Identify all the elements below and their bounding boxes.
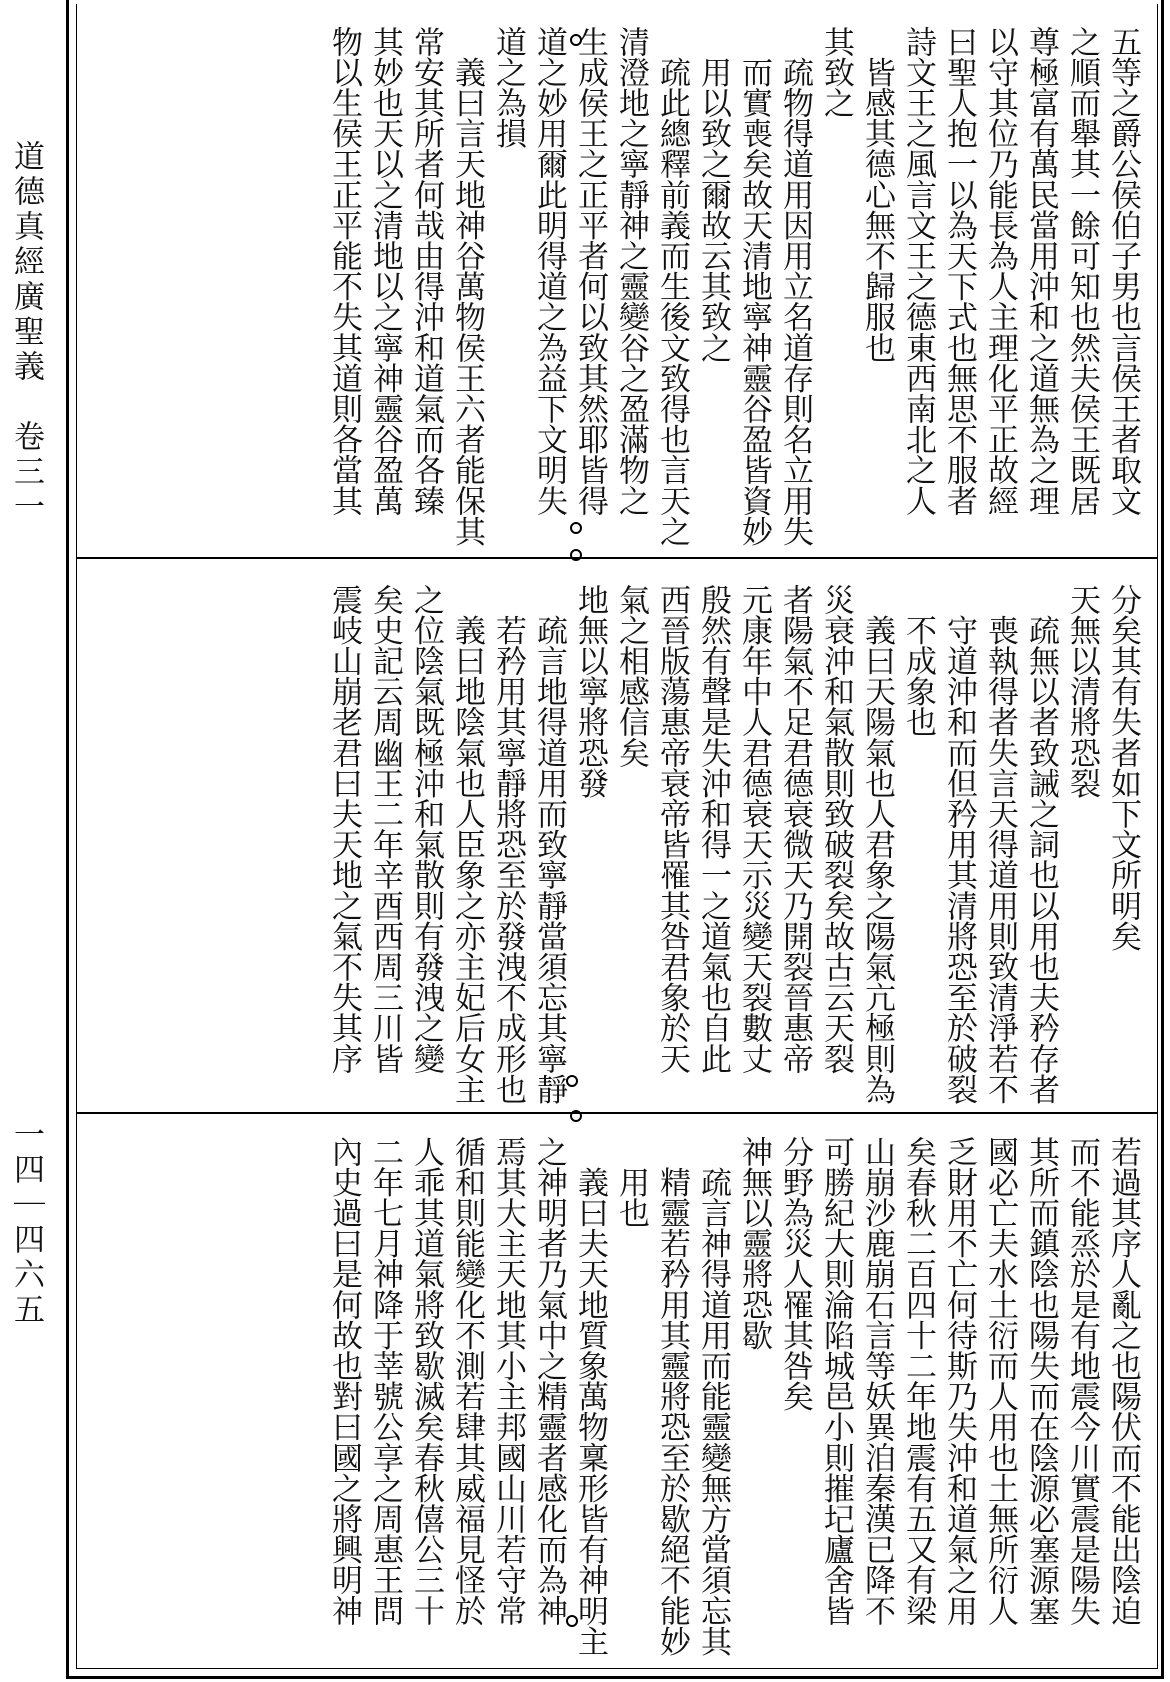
text-column: 物以生侯王正平能不失其道則各當其 bbox=[326, 26, 362, 516]
text-column: 之神明者乃氣中之精靈者感化而為神 bbox=[531, 1136, 567, 1626]
text-column: 五等之爵公侯伯子男也言侯王者取文 bbox=[1105, 26, 1141, 516]
text-column: 曰聖人抱一以為天下式也無思不服者 bbox=[941, 26, 977, 516]
text-column: 焉其大主天地其小主邦國山川若守常 bbox=[490, 1136, 526, 1626]
text-panel-1 bbox=[76, 8, 1158, 556]
text-column: 其致之 bbox=[818, 26, 854, 118]
section-circle-mark bbox=[570, 549, 582, 561]
text-column: 喪執得者失言天得道用則致清淨若不 bbox=[982, 584, 1018, 1105]
text-column: 矣史記云周幽王二年辛酉西周三川皆 bbox=[367, 584, 403, 1074]
text-column: 用也 bbox=[613, 1136, 649, 1228]
section-circle-mark bbox=[566, 1615, 578, 1627]
section-circle-mark bbox=[570, 522, 582, 534]
text-column: 常安其所者何哉由得沖和道氣而各臻 bbox=[408, 26, 444, 516]
text-column: 西晉版蕩惠帝衰帝皆罹其咎君象於天 bbox=[654, 584, 690, 1074]
text-column: 可勝紀大則淪陷城邑小則摧圮廬舍皆 bbox=[818, 1136, 854, 1626]
text-column: 天無以清將恐裂 bbox=[1064, 584, 1100, 799]
text-column: 氣之相感信矣 bbox=[613, 584, 649, 768]
text-column: 用以致之爾故云其致之 bbox=[695, 26, 731, 363]
text-panel-3 bbox=[76, 1118, 1158, 1666]
section-circle-mark bbox=[570, 34, 582, 46]
text-column: 之順而舉其一餘可知也然夫侯王既居 bbox=[1064, 26, 1100, 516]
text-column: 其所而鎮陰也陽失而在陰源必塞源塞 bbox=[1023, 1136, 1059, 1626]
panel-divider bbox=[76, 557, 1158, 559]
text-column: 而實喪矣故天清地寧神靈谷盈皆資妙 bbox=[736, 26, 772, 547]
text-column: 而不能烝於是有地震今川實震是陽失 bbox=[1064, 1136, 1100, 1626]
book-title: 道德真經廣聖義 卷三一 bbox=[8, 140, 44, 525]
page-number: 一四｜四六五 bbox=[8, 1118, 44, 1328]
section-circle-mark bbox=[566, 1075, 578, 1087]
text-column: 疏無以者致誡之詞也以用也夫矜存者 bbox=[1023, 584, 1059, 1105]
text-column: 尊極富有萬民當用沖和之道無為之理 bbox=[1023, 26, 1059, 516]
text-column: 道之妙用爾此明得道之為益下文明失 bbox=[531, 26, 567, 516]
text-column: 乏財用不亡何待斯乃失沖和道氣之用 bbox=[941, 1136, 977, 1626]
text-column: 生成侯王之正平者何以致其然耶皆得 bbox=[572, 26, 608, 516]
text-column: 義曰夫天地質象萬物稟形皆有神明主 bbox=[572, 1136, 608, 1657]
text-column: 災衰沖和氣散則致破裂矣故古云天裂 bbox=[818, 584, 854, 1074]
text-column: 義曰地陰氣也人臣象之亦主妃后女主 bbox=[449, 584, 485, 1105]
text-column: 殷然有聲是失沖和得一之道氣也自此 bbox=[695, 584, 731, 1074]
text-column: 者陽氣不足君德衰微天乃開裂晉惠帝 bbox=[777, 584, 813, 1074]
text-column: 神無以靈將恐歇 bbox=[736, 1136, 772, 1351]
text-column: 分矣其有失者如下文所明矣 bbox=[1105, 584, 1141, 952]
text-column: 地無以寧將恐發 bbox=[572, 584, 608, 799]
panel-divider bbox=[76, 1112, 1158, 1114]
text-column: 疏言神得道用而能靈變無方當須忘其 bbox=[695, 1136, 731, 1657]
text-column: 精靈若矜用其靈將恐至於歇絕不能妙 bbox=[654, 1136, 690, 1657]
text-column: 內史過曰是何故也對曰國之將興明神 bbox=[326, 1136, 362, 1626]
text-panel-2 bbox=[76, 566, 1158, 1110]
text-column: 分野為災人罹其咎矣 bbox=[777, 1136, 813, 1412]
text-column: 若過其序人亂之也陽伏而不能出陰迫 bbox=[1105, 1136, 1141, 1626]
text-column: 疏言地得道用而致寧靜當須忘其寧靜 bbox=[531, 584, 567, 1105]
text-column: 若矜用其寧靜將恐至於發洩不成形也 bbox=[490, 584, 526, 1105]
text-column: 不成象也 bbox=[900, 584, 936, 738]
text-column: 以守其位乃能長為人主理化平正故經 bbox=[982, 26, 1018, 516]
text-column: 義曰言天地神谷萬物侯王六者能保其 bbox=[449, 26, 485, 547]
text-column: 國必亡夫水土衍而人用也土無所衍人 bbox=[982, 1136, 1018, 1626]
text-column: 皆感其德心無不歸服也 bbox=[859, 26, 895, 363]
text-column: 人乖其道氣將致歇滅矣春秋僖公三十 bbox=[408, 1136, 444, 1626]
text-column: 疏此總釋前義而生後文致得也言天之 bbox=[654, 26, 690, 547]
section-circle-mark bbox=[570, 1110, 582, 1122]
text-column: 循和則能變化不測若肆其威福見怪於 bbox=[449, 1136, 485, 1626]
text-column: 山崩沙鹿崩石言等妖異洎秦漢已降不 bbox=[859, 1136, 895, 1626]
text-column: 守道沖和而但矜用其清將恐至於破裂 bbox=[941, 584, 977, 1105]
text-column: 其妙也天以之清地以之寧神靈谷盈萬 bbox=[367, 26, 403, 516]
text-column: 疏物得道用因用立名道存則名立用失 bbox=[777, 26, 813, 547]
text-column: 詩文王之風言文王之德東西南北之人 bbox=[900, 26, 936, 516]
text-column: 清澄地之寧靜神之靈變谷之盈滿物之 bbox=[613, 26, 649, 516]
text-column: 矣春秋二百四十二年地震有五又有梁 bbox=[900, 1136, 936, 1626]
text-column: 義曰天陽氣也人君象之陽氣亢極則為 bbox=[859, 584, 895, 1105]
text-column: 道之為損 bbox=[490, 26, 526, 149]
text-column: 二年七月神降于莘號公享之周惠王問 bbox=[367, 1136, 403, 1626]
text-column: 震岐山崩老君曰夫天地之氣不失其序 bbox=[326, 584, 362, 1074]
text-column: 元康年中人君德衰天示災變天裂數丈 bbox=[736, 584, 772, 1074]
text-column: 之位陰氣既極沖和氣散則有發洩之變 bbox=[408, 584, 444, 1074]
